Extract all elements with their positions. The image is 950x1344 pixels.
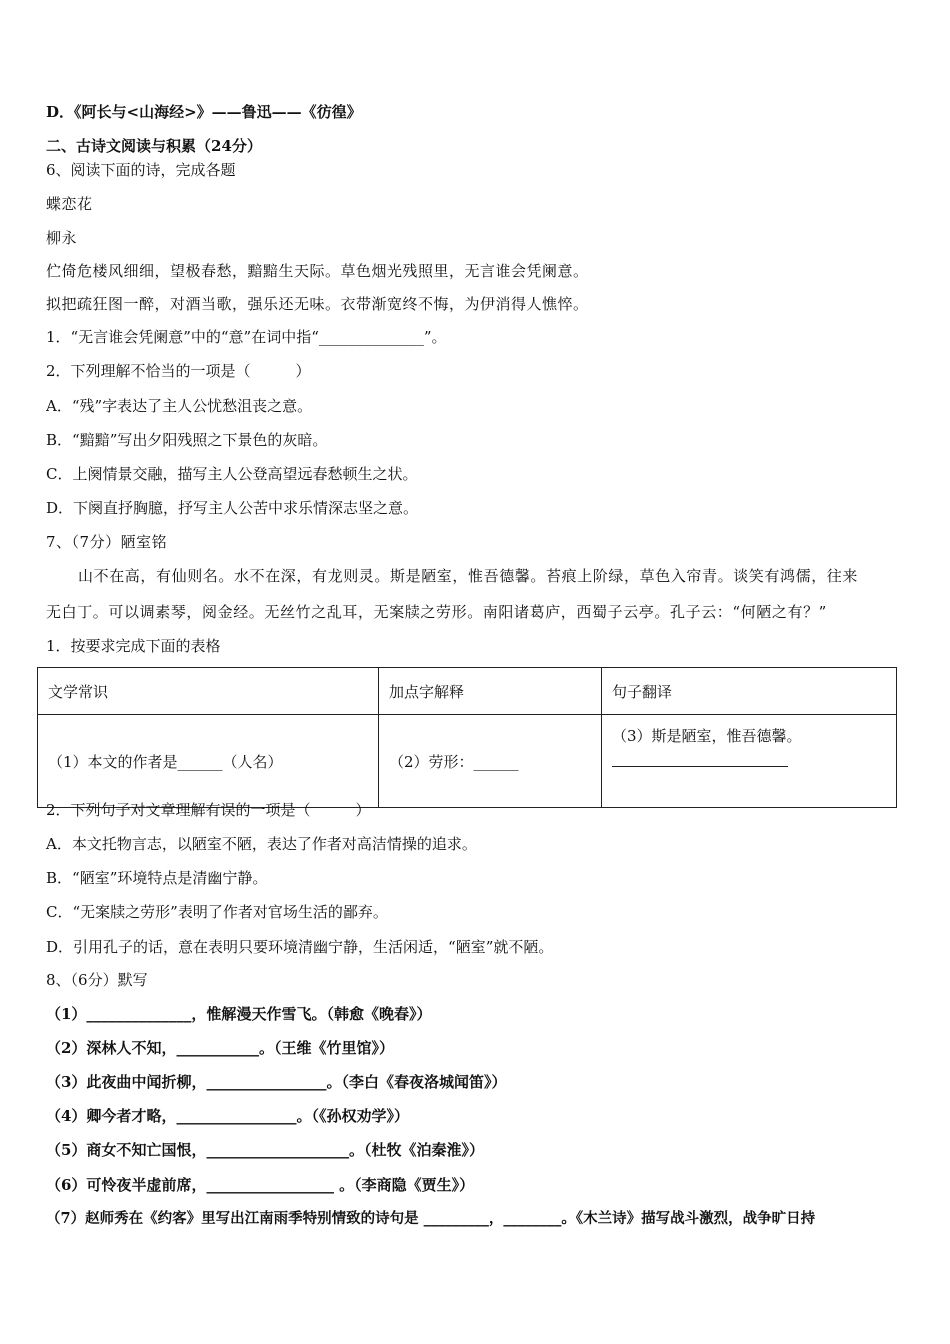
table-cell: （2）劳形：______ xyxy=(379,715,602,808)
option-d-line: D．《阿长与<山海经>》——鲁迅——《彷徨》 xyxy=(46,103,362,121)
answer-table xyxy=(37,667,897,808)
dictation-6: （6）可怜夜半虚前席，_________________ 。（李商隐《贾生》） xyxy=(46,1176,475,1194)
dictation-2: （2）深林人不知，___________。（王维《竹里馆》） xyxy=(46,1039,394,1057)
question-8-title: 8、（6分）默写 xyxy=(46,971,148,989)
q7-sub-1: 1．按要求完成下面的表格 xyxy=(46,637,221,655)
q6-option-b: B．“黯黯”写出夕阳残照之下景色的灰暗。 xyxy=(46,431,328,449)
q7-option-d: D．引用孔子的话，意在表明只要环境清幽宁静，生活闲适，“陋室”就不陋。 xyxy=(46,938,554,956)
passage-line-2: 无白丁。可以调素琴，阅金经。无丝竹之乱耳，无案牍之劳形。南阳诸葛庐，西蜀子云亭。孔子云：“何陋之有？” xyxy=(46,603,827,621)
dictation-5: （5）商女不知亡国恨，___________________。（杜牧《泊秦淮》） xyxy=(46,1141,484,1159)
q7-option-a: A．本文托物言志，以陋室不陋，表达了作者对高洁情操的追求。 xyxy=(46,835,477,853)
poem-title: 蝶恋花 xyxy=(46,195,93,213)
question-7-title: 7、（7分）陋室铭 xyxy=(46,533,168,551)
q6-sub-2: 2．下列理解不恰当的一项是（ ） xyxy=(46,362,311,380)
table-cell xyxy=(602,715,897,808)
dictation-1: （1）______________，惟解漫天作雪飞。（韩愈《晚春》） xyxy=(46,1005,432,1023)
poem-line-1: 伫倚危楼风细细，望极春愁，黯黯生天际。草色烟光残照里，无言谁会凭阑意。 xyxy=(46,262,589,280)
passage-line-1: 山不在高，有仙则名。水不在深，有龙则灵。斯是陋室，惟吾德馨。苔痕上阶绿，草色入帘青。谈笑有鸿儒，往来 xyxy=(78,567,859,585)
question-6-title: 6、阅读下面的诗，完成各题 xyxy=(46,161,236,179)
q7-option-b: B．“陋室”环境特点是清幽宁静。 xyxy=(46,869,268,887)
table-header: 句子翻译 xyxy=(602,668,897,715)
table-header: 文学常识 xyxy=(38,668,379,715)
translation-prompt: （3）斯是陋室，惟吾德馨。 xyxy=(612,727,802,745)
q6-option-a: A．“残”字表达了主人公忧愁沮丧之意。 xyxy=(46,397,313,415)
q6-sub-1: 1．“无言谁会凭阑意”中的“意”在词中指“______________”。 xyxy=(46,328,447,346)
poem-author: 柳永 xyxy=(46,229,78,247)
poem-line-2: 拟把疏狂图一醉，对酒当歌，强乐还无味。衣带渐宽终不悔，为伊消得人憔悴。 xyxy=(46,295,589,313)
dictation-4: （4）卿今者才略，________________。（《孙权劝学》） xyxy=(46,1107,409,1125)
dictation-7: （7）赵师秀在《约客》里写出江南雨季特别情致的诗句是 _________，________。《木兰诗》描写战斗激烈，战争旷日持 xyxy=(46,1210,816,1227)
q6-option-c: C．上阕情景交融，描写主人公登高望远春愁顿生之状。 xyxy=(46,465,418,483)
table-cell: （1）本文的作者是______（人名） xyxy=(38,715,379,808)
answer-blank xyxy=(612,760,788,767)
dictation-3: （3）此夜曲中闻折柳，________________。（李白《春夜洛城闻笛》） xyxy=(46,1073,507,1091)
q6-option-d: D．下阕直抒胸臆，抒写主人公苦中求乐情深志坚之意。 xyxy=(46,499,419,517)
q7-option-c: C．“无案牍之劳形”表明了作者对官场生活的鄙弃。 xyxy=(46,903,388,921)
table-header: 加点字解释 xyxy=(379,668,602,715)
q7-sub-2: 2．下列句子对文章理解有误的一项是（ ） xyxy=(46,801,371,819)
section-heading: 二、古诗文阅读与积累（24分） xyxy=(46,137,262,155)
